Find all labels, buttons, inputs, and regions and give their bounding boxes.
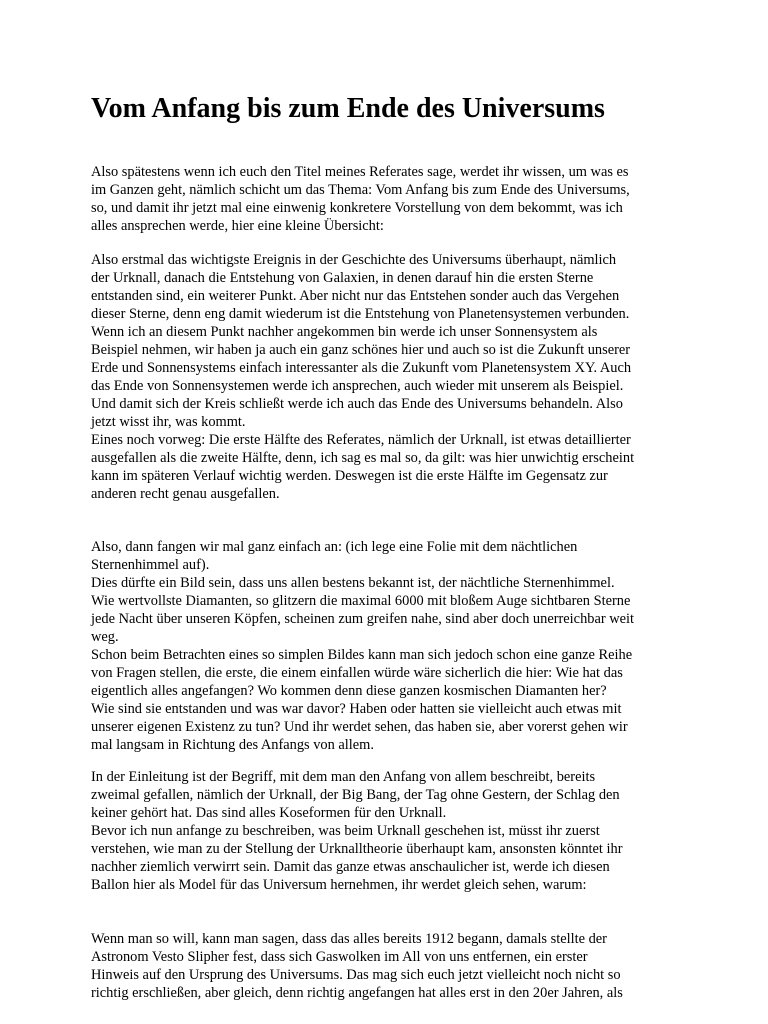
text-line: Also, dann fangen wir mal ganz einfach an: (ich lege eine Folie mit dem nächtlichen [91, 539, 578, 555]
text-line: Also erstmal das wichtigste Ereignis in der Geschichte des Universums überhaupt, nämlich [91, 252, 617, 268]
text-line: im Ganzen geht, nämlich schicht um das Thema: Vom Anfang bis zum Ende des Universums, [91, 182, 630, 198]
text-line: verstehen, wie man zu der Stellung der Urknalltheorie überhaupt kam, ansonsten könntet ihr [91, 841, 623, 857]
text-line: nachher ziemlich verwirrt sein. Damit das ganze etwas anschaulicher ist, werde ich diesen [91, 859, 610, 875]
text-line: Also spätestens wenn ich euch den Titel meines Referates sage, werdet ihr wissen, um was es [91, 164, 629, 180]
paragraph-overview [91, 251, 691, 503]
text-line: zweimal gefallen, nämlich der Urknall, der Big Bang, der Tag ohne Gestern, der Schlag den [91, 787, 620, 803]
text-line: von Fragen stellen, die erste, die einem einfallen würde wäre sicherlich die hier: Wie hat das [91, 665, 623, 681]
text-line: dieser Sterne, denn eng damit wiederum ist die Entstehung von Planetensystemen verbunden. [91, 306, 630, 322]
text-line: anderen recht genau ausgefallen. [91, 486, 280, 502]
text-line: Dies dürfte ein Bild sein, dass uns allen bestens bekannt ist, der nächtliche Sternenhimmel. [91, 575, 615, 591]
text-line: In der Einleitung ist der Begriff, mit dem man den Anfang von allem beschreibt, bereits [91, 769, 596, 785]
text-line: alles ansprechen werde, hier eine kleine Übersicht: [91, 218, 384, 234]
text-line: Beispiel nehmen, wir haben ja auch ein ganz schönes hier und auch so ist die Zukunft unserer [91, 342, 631, 358]
text-line: weg. [91, 629, 119, 645]
text-line: Schon beim Betrachten eines so simplen Bildes kann man sich jedoch schon eine ganze Reihe [91, 647, 633, 663]
text-line: ausgefallen als die zweite Hälfte, denn, ich sag es mal so, da gilt: was hier unwichtig erscheint [91, 450, 635, 466]
text-line: Wenn ich an diesem Punkt nachher angekommen bin werde ich unser Sonnensystem als [91, 324, 598, 340]
text-line: das Ende von Sonnensystemen werde ich ansprechen, auch wieder mit unserem als Beispiel. [91, 378, 624, 394]
text-line: Astronom Vesto Slipher fest, dass sich Gaswolken im All von uns entfernen, ein erster [91, 949, 588, 965]
text-line: Wie wertvollste Diamanten, so glitzern die maximal 6000 mit bloßem Auge sichtbaren Sterne [91, 593, 631, 609]
text-line: Hinweis auf den Ursprung des Universums. Das mag sich euch jetzt vielleicht noch nicht so [91, 967, 621, 983]
paragraph-big-bang [91, 768, 691, 894]
text-line: jetzt wisst ihr, was kommt. [91, 414, 246, 430]
text-line: entstanden sind, ein weiterer Punkt. Aber nicht nur das Entstehen sonder auch das Vergehen [91, 288, 620, 304]
text-line: der Urknall, danach die Entstehung von Galaxien, in denen darauf hin die ersten Sterne [91, 270, 594, 286]
text-line: so, und damit ihr jetzt mal eine einwenig konkretere Vorstellung von dem bekommt, was ich [91, 200, 623, 216]
text-line: richtig erschließen, aber gleich, denn richtig angefangen hat alles erst in den 20er Jahren, als [91, 985, 623, 1001]
text-line: jede Nacht über unseren Köpfen, scheinen zum greifen nahe, sind aber doch unerreichbar weit [91, 611, 635, 627]
text-line: unserer eigenen Existenz zu tun? Und ihr werdet sehen, das haben sie, aber vorerst gehen wir [91, 719, 628, 735]
text-line: Wie sind sie entstanden und was war davor? Haben oder hatten sie vielleicht auch etwas mit [91, 701, 622, 717]
text-line: eigentlich alles angefangen? Wo kommen denn diese ganzen kosmischen Diamanten her? [91, 683, 607, 699]
text-line: Erde und Sonnensystems einfach interessanter als die Zukunft vom Planetensystem XY. Auch [91, 360, 632, 376]
text-line: keiner gehört hat. Das sind alles Koseformen für den Urknall. [91, 805, 447, 821]
paragraph-history [91, 930, 691, 1002]
paragraph-intro [91, 163, 691, 235]
text-line: Und damit sich der Kreis schließt werde ich auch das Ende des Universums behandeln. Also [91, 396, 623, 412]
page-title: Vom Anfang bis zum Ende des Universums [91, 93, 605, 124]
text-line: Ballon hier als Model für das Universum hernehmen, ihr werdet gleich sehen, warum: [91, 877, 587, 893]
text-line: mal langsam in Richtung des Anfangs von allem. [91, 737, 374, 753]
text-line: Sternenhimmel auf). [91, 557, 210, 573]
paragraph-night-sky [91, 538, 691, 754]
text-line: Eines noch vorweg: Die erste Hälfte des Referates, nämlich der Urknall, ist etwas detaillierter [91, 432, 631, 448]
text-line: kann im späteren Verlauf wichtig werden. Deswegen ist die erste Hälfte im Gegensatz zur [91, 468, 608, 484]
text-line: Bevor ich nun anfange zu beschreiben, was beim Urknall geschehen ist, müsst ihr zuerst [91, 823, 600, 839]
text-line: Wenn man so will, kann man sagen, dass das alles bereits 1912 begann, damals stellte der [91, 931, 607, 947]
